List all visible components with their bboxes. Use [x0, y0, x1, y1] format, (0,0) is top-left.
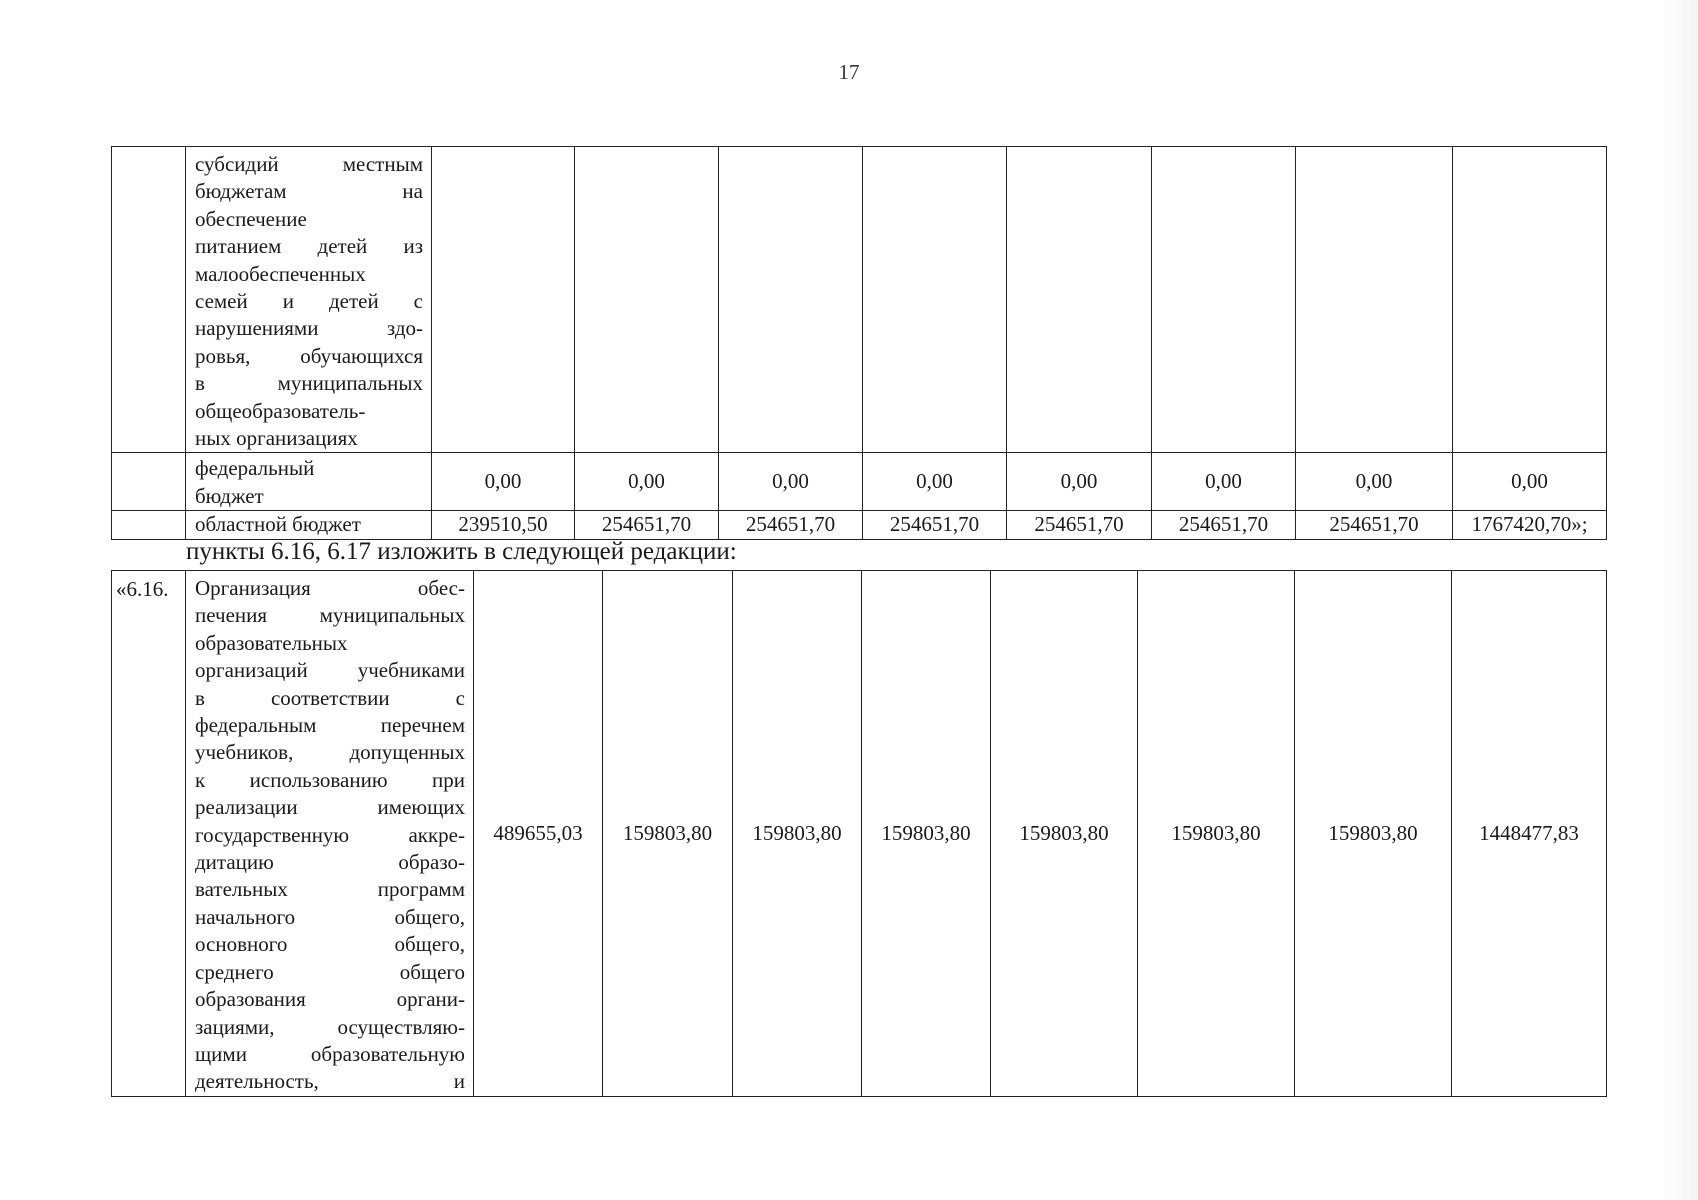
value-cell: 254651,70	[719, 511, 863, 539]
description-line: питанием детей из	[195, 234, 423, 259]
value-cell	[432, 147, 575, 453]
value-cell: 0,00	[575, 453, 719, 511]
description-line: нарушениями здо-	[195, 316, 423, 341]
description-line: обеспечение	[195, 206, 307, 231]
description-line: государственную аккре-	[195, 822, 465, 847]
description-line: в муниципальных	[195, 371, 423, 396]
table-row	[112, 511, 1607, 539]
description-line: Организация обес-	[195, 576, 465, 600]
value-cell: 159803,80	[1138, 571, 1295, 1097]
value-cell: 159803,80	[603, 571, 733, 1097]
value-cell: 159803,80	[733, 571, 862, 1097]
value-cell: 159803,80	[991, 571, 1138, 1097]
budget-table-continued	[111, 146, 1607, 540]
value-cell	[575, 147, 719, 453]
description-line: федеральный	[195, 456, 315, 481]
value-cell: 254651,70	[1296, 511, 1453, 539]
description-line: общеобразователь-	[195, 398, 366, 423]
value-cell: 0,00	[719, 453, 863, 511]
description-line: зациями, осуществляю-	[195, 1014, 465, 1039]
description-line: образовательных	[195, 630, 348, 655]
description-line: учебников, допущенных	[195, 740, 465, 765]
budget-table-item-6-16	[111, 570, 1607, 1097]
row-number-cell: «6.16.	[112, 571, 186, 1097]
description-line: вательных программ	[195, 877, 465, 902]
table-row	[112, 453, 1607, 511]
page-number: 17	[838, 60, 860, 84]
value-cell: 0,00	[1007, 453, 1152, 511]
description-line: печения муниципальных	[195, 603, 465, 628]
instruction-text: пункты 6.16, 6.17 изложить в следующей редакции:	[186, 538, 737, 565]
value-cell: 159803,80	[1295, 571, 1452, 1097]
description-line: деятельность, и	[195, 1069, 465, 1094]
value-cell	[1152, 147, 1296, 453]
value-cell: 0,00	[863, 453, 1007, 511]
description-line: федеральным перечнем	[195, 713, 465, 738]
value-cell: 0,00	[1152, 453, 1296, 511]
value-cell: 254651,70	[863, 511, 1007, 539]
scan-edge-shadow	[1658, 0, 1698, 1200]
description-line: семей и детей с	[195, 289, 423, 314]
description-line: реализации имеющих	[195, 795, 465, 820]
table-row	[112, 571, 1607, 1097]
value-cell: 489655,03	[474, 571, 603, 1097]
table-row	[112, 147, 1607, 453]
description-line: ровья, обучающихся	[195, 343, 423, 368]
value-cell: 159803,80	[862, 571, 991, 1097]
value-cell	[1453, 147, 1607, 453]
value-cell: 0,00	[1453, 453, 1607, 511]
description-line: бюджетам на	[195, 179, 423, 204]
value-cell	[719, 147, 863, 453]
value-cell: 1448477,83	[1452, 571, 1607, 1097]
description-line: начального общего,	[195, 904, 465, 929]
value-cell	[1007, 147, 1152, 453]
value-cell: 254651,70	[1007, 511, 1152, 539]
value-cell: 0,00	[432, 453, 575, 511]
row-number-cell	[112, 511, 186, 539]
description-line: дитацию образо-	[195, 850, 465, 875]
description-line: образования органи-	[195, 987, 465, 1012]
description-line: основного общего,	[195, 932, 465, 957]
value-cell: 239510,50	[432, 511, 575, 539]
description-line: щими образовательную	[195, 1041, 465, 1066]
description-line: в соответствии с	[195, 685, 465, 710]
description-line: среднего общего	[195, 959, 465, 984]
row-number-cell	[112, 453, 186, 511]
value-cell: 254651,70	[1152, 511, 1296, 539]
row-number-cell	[112, 147, 186, 453]
description-line: организаций учебниками	[195, 658, 465, 683]
regional-budget-label: областной бюджет	[186, 511, 432, 539]
description-line: бюджет	[195, 483, 264, 508]
value-cell: 254651,70	[575, 511, 719, 539]
description-line: ных организациях	[195, 426, 358, 451]
description-line: субсидий местным	[195, 152, 423, 176]
value-cell	[863, 147, 1007, 453]
description-line: к использованию при	[195, 767, 465, 792]
federal-budget-label	[186, 453, 432, 511]
description-cell	[186, 571, 474, 1097]
value-cell: 0,00	[1296, 453, 1453, 511]
value-cell	[1296, 147, 1453, 453]
description-cell	[186, 147, 432, 453]
value-cell: 1767420,70»;	[1453, 511, 1607, 539]
description-line: малообеспеченных	[195, 261, 366, 286]
